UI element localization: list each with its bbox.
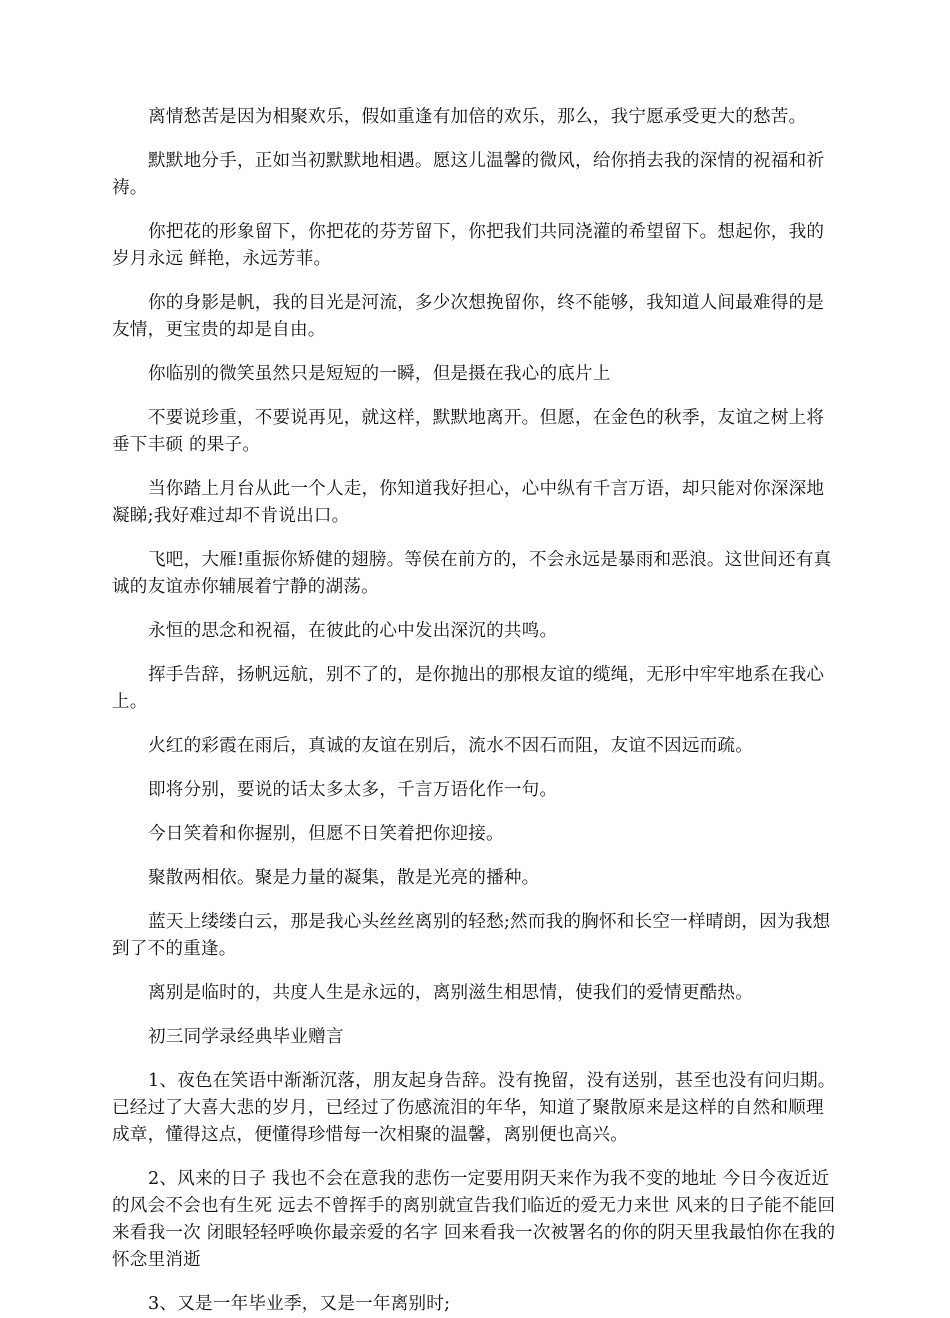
paragraph-5: 你临别的微笑虽然只是短短的一瞬，但是摄在我心的底片上 bbox=[148, 364, 611, 384]
paragraph-6: 不要说珍重，不要说再见，就这样，默默地离开。但愿，在金色的秋季，友谊之树上将垂下丰硕 的果子。 bbox=[112, 408, 825, 455]
paragraph-9: 永恒的思念和祝福，在彼此的心中发出深沉的共鸣。 bbox=[148, 621, 558, 641]
numbered-paragraph-3: 3、又是一年毕业季，又是一年离别时; bbox=[148, 1294, 451, 1314]
paragraph-15: 蓝天上缕缕白云，那是我心头丝丝离别的轻愁;然而我的胸怀和长空一样晴朗，因为我想到了不的重逢。 bbox=[112, 912, 831, 959]
paragraph-2: 默默地分手，正如当初默默地相遇。愿这儿温馨的微风，给你捎去我的深情的祝福和祈祷。 bbox=[112, 151, 825, 198]
paragraph-7: 当你踏上月台从此一个人走，你知道我好担心，心中纵有千言万语，却只能对你深深地凝睇;我好难过却不肯说出口。 bbox=[112, 479, 825, 526]
section-heading: 初三同学录经典毕业赠言 bbox=[148, 1027, 344, 1047]
numbered-paragraph-2: 2、风来的日子 我也不会在意我的悲伤一定要用阴天来作为我不变的地址 今日今夜近近的风会不会也有生死 远去不曾挥手的离别就宣告我们临近的爱无力来世 风来的日子能不能回来看我一次 闭眼轻轻呼唤你最亲爱的名字 回来看我一次被署名的你的阴天里我最怕你在我的怀念里消逝 bbox=[112, 1169, 836, 1270]
paragraph-11: 火红的彩霞在雨后，真诚的友谊在别后，流水不因石而阻，友谊不因远而疏。 bbox=[148, 736, 753, 756]
paragraph-8: 飞吧，大雁!重振你矫健的翅膀。等侯在前方的，不会永远是暴雨和恶浪。这世间还有真诚的友谊赤你辅展着宁静的湖荡。 bbox=[112, 550, 832, 597]
paragraph-13: 今日笑着和你握别，但愿不日笑着把你迎接。 bbox=[148, 824, 504, 844]
paragraph-4: 你的身影是帆，我的目光是河流，多少次想挽留你，终不能够，我知道人间最难得的是友情，更宝贵的却是自由。 bbox=[112, 293, 825, 340]
paragraph-12: 即将分别，要说的话太多太多，千言万语化作一句。 bbox=[148, 780, 558, 800]
paragraph-3: 你把花的形象留下，你把花的芬芳留下，你把我们共同浇灌的希望留下。想起你，我的岁月永远 鲜艳，永远芳菲。 bbox=[112, 222, 825, 269]
paragraph-14: 聚散两相依。聚是力量的凝集，散是光亮的播种。 bbox=[148, 868, 540, 888]
paragraph-16: 离别是临时的，共度人生是永远的，离别滋生相思情，使我们的爱情更酷热。 bbox=[148, 983, 753, 1003]
paragraph-1: 离情愁苦是因为相聚欢乐，假如重逢有加倍的欢乐，那么，我宁愿承受更大的愁苦。 bbox=[148, 107, 807, 127]
paragraph-10: 挥手告辞，扬帆远航，别不了的，是你抛出的那根友谊的缆绳，无形中牢牢地系在我心上。 bbox=[112, 665, 825, 712]
numbered-paragraph-1: 1、夜色在笑语中渐渐沉落，朋友起身告辞。没有挽留，没有送别，甚至也没有问归期。 已经过了大喜大悲的岁月，已经过了伤感流泪的年华，知道了聚散原来是这样的自然和顺理成章，懂得这点，便懂得珍惜每一次相聚的温馨，离别便也高兴。 bbox=[112, 1071, 836, 1145]
